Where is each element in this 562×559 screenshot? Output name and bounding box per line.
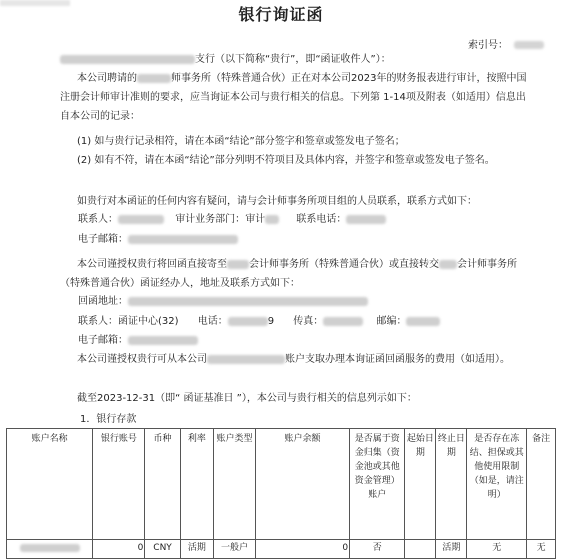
return-paragraph: 本公司谨授权贵行将回函直接寄至 会计师事务所（特殊普通合伙）或直接转交 会计师事务所（特殊普通合伙）函证经办人，地址及联系方式如下： bbox=[60, 259, 517, 289]
col-header: 币种 bbox=[145, 429, 180, 540]
redacted-bank-name bbox=[60, 55, 195, 64]
col-header: 银行账号 bbox=[93, 429, 145, 540]
redacted-firm bbox=[137, 74, 171, 83]
col-header: 终止日期 bbox=[436, 429, 467, 540]
section-title: 1．银行存款 bbox=[80, 414, 137, 425]
redacted-ref bbox=[514, 41, 544, 49]
return-email-line: 电子邮箱： bbox=[78, 334, 198, 348]
cell: 否 bbox=[350, 540, 405, 559]
addressee-line bbox=[60, 53, 391, 67]
cell bbox=[405, 540, 436, 559]
cell: 一般户 bbox=[213, 540, 255, 559]
cell: 无 bbox=[527, 540, 556, 559]
return-contact-line: 联系人：函证中心(32) 电话： 9 传真： 邮编： bbox=[78, 315, 440, 329]
item-2: (2) 如有不符，请在本函“结论”部分列明不符项目及具体内容，并签字和签章或签发电子签名。 bbox=[77, 155, 495, 166]
col-header: 账户名称 bbox=[7, 429, 93, 540]
contact-intro: 如贵行对本函证的任何内容有疑问，请与会计师事务所项目组的人员联系，联系方式如下： bbox=[77, 196, 477, 207]
base-date-line: 截至2023-12-31（即“ 函证基准日 ”），本公司与贵行相关的信息列示如下： bbox=[77, 393, 417, 404]
item-1: (1) 如与贵行记录相符，请在本函“结论”部分签字和签章或签发电子签名； bbox=[77, 136, 405, 147]
deposit-table bbox=[6, 428, 556, 559]
col-header: 账户余额 bbox=[256, 429, 350, 540]
reference-number bbox=[468, 36, 544, 51]
cell: 活期 bbox=[180, 540, 213, 559]
col-header: 是否属于资金归集（资金池或其他资金管理）账户 bbox=[350, 429, 405, 540]
table-row bbox=[7, 540, 556, 559]
cell: 活期 bbox=[436, 540, 467, 559]
cell: 0 bbox=[93, 540, 145, 559]
contact-line: 联系人： 审计业务部门：审计 联系电话： bbox=[78, 213, 386, 227]
col-header: 备注 bbox=[527, 429, 556, 540]
col-header: 账户类型 bbox=[213, 429, 255, 540]
col-header: 利率 bbox=[180, 429, 213, 540]
fee-paragraph: 本公司谨授权贵行可从本公司 账户支取办理本询证函回函服务的费用（如适用）。 bbox=[77, 354, 510, 365]
table-header-row bbox=[7, 429, 556, 540]
intro-paragraph: 本公司聘请的 师事务所（特殊普通合伙）正在对本公司2023年的财务报表进行审计，按照中国注册会计师审计准则的要求，应当询证本公司与贵行相关的信息。下列第 1-14项及附表（如适用）信息出自本公司的记录： bbox=[60, 73, 527, 122]
cell: 0 bbox=[256, 540, 350, 559]
cell: CNY bbox=[145, 540, 180, 559]
col-header: 是否存在冻结、担保或其他使用限制（如是，请注明） bbox=[467, 429, 527, 540]
contact-email-line: 电子邮箱： bbox=[78, 233, 238, 247]
col-header: 起始日期 bbox=[405, 429, 436, 540]
redacted-address bbox=[128, 297, 368, 306]
addressee-suffix: 支行（以下简称“贵行”，即“函证收件人”）： bbox=[195, 54, 391, 65]
cell-account-name bbox=[7, 540, 93, 559]
return-address-line: 回函地址： bbox=[78, 295, 368, 309]
page-title: 银行询证函 bbox=[238, 5, 324, 24]
ref-label: 索引号： bbox=[468, 40, 508, 51]
cell: 无 bbox=[467, 540, 527, 559]
